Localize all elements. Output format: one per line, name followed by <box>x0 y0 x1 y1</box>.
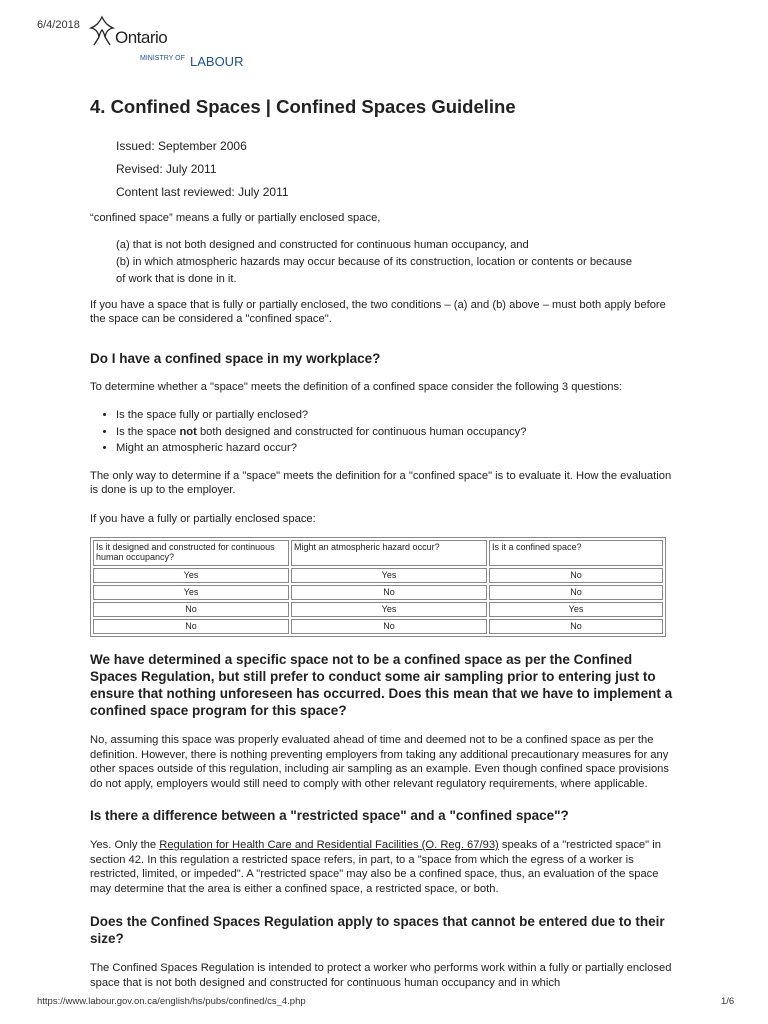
page-title: 4. Confined Spaces | Confined Spaces Guideline <box>90 96 516 117</box>
table-cell: No <box>489 619 663 634</box>
conditions-paragraph: If you have a space that is fully or partially enclosed, the two conditions – (a) and (b) above – must both apply before the space can be considered a "confined space". <box>90 298 666 325</box>
definition-item-b: (b) in which atmospheric hazards may occur because of its construction, location or contents or because <box>116 255 633 268</box>
reviewed-date: Content last reviewed: July 2011 <box>116 185 289 199</box>
table-cell: No <box>291 585 487 600</box>
table-cell: Yes <box>291 602 487 617</box>
question-emphasis: not <box>179 425 197 438</box>
trillium-icon <box>88 15 116 47</box>
question-item <box>116 407 680 424</box>
table-cell: Yes <box>93 568 289 583</box>
print-date: 6/4/2018 <box>37 19 80 31</box>
table-row <box>93 602 663 617</box>
questions-list <box>90 407 680 457</box>
table-header-cell: Might an atmospheric hazard occur? <box>291 540 487 566</box>
evaluate-paragraph: The only way to determine if a "space" meets the definition for a "confined space" is to evaluate it. How the evaluation is done is up to the employer. <box>90 469 672 496</box>
question-text: both designed and constructed for continuous human occupancy? <box>196 425 527 438</box>
definition-list <box>116 237 680 288</box>
enclosed-space-intro: If you have a fully or partially enclosed space: <box>90 512 316 525</box>
question-text: Might an atmospheric hazard occur? <box>116 442 297 454</box>
entry-size-answer: The Confined Spaces Regulation is intended to protect a worker who performs work within a fully or partially enclosed space that is not both designed and constructed for continuous human occupancy and in which <box>90 962 672 989</box>
main-content <box>90 96 680 990</box>
table-row <box>93 568 663 583</box>
page-number: 1/6 <box>721 996 735 1007</box>
table-cell: Yes <box>489 602 663 617</box>
table-cell: No <box>291 619 487 634</box>
questions-intro: To determine whether a "space" meets the definition of a confined space consider the following 3 questions: <box>90 380 623 393</box>
definition-intro: “confined space” means a fully or partially enclosed space, <box>90 212 381 224</box>
question-text: Is the space <box>116 425 180 438</box>
section-heading-restricted-space: Is there a difference between a "restricted space" and a "confined space"? <box>90 808 569 823</box>
issued-date: Issued: September 2006 <box>116 139 247 153</box>
section-heading-entry-size: Does the Confined Spaces Regulation apply to spaces that cannot be entered due to their size? <box>90 914 665 946</box>
table-row <box>93 585 663 600</box>
table-header-cell: Is it a confined space? <box>489 540 663 566</box>
question-item <box>116 424 680 441</box>
table-row <box>93 619 663 634</box>
ontario-logo <box>88 15 258 75</box>
logo-wordmark: Ontario <box>115 28 168 47</box>
table-cell: Yes <box>291 568 487 583</box>
table-header-cell: Is it designed and constructed for continuous human occupancy? <box>93 540 289 566</box>
restricted-space-answer <box>90 838 680 896</box>
answer-text: Yes. Only the <box>90 839 160 851</box>
table-cell: No <box>93 619 289 634</box>
table-cell: Yes <box>93 585 289 600</box>
footer-url: https://www.labour.gov.on.ca/english/hs/pubs/confined/cs_4.php <box>37 996 306 1007</box>
table-header-row <box>93 540 663 566</box>
section-heading-workplace: Do I have a confined space in my workplace? <box>90 350 381 366</box>
ministry-of-label: MINISTRY OF <box>140 55 185 62</box>
ministry-name: LABOUR <box>190 54 244 69</box>
definition-item-a: (a) that is not both designed and constructed for continuous human occupancy, and <box>116 238 529 251</box>
question-text: Is the space fully or partially enclosed? <box>116 409 309 421</box>
answer-text: speaks of a "restricted space" in section 42. In this regulation a restricted space refers, in part, to a "space from which the egress of a worker is restricted, limited, or impeded". A "restricted space" may also be a confined space, thus, an evaluation of the space may determine that the area is either a confined space, a restricted space, or both. <box>90 839 661 895</box>
definition-item-b-continued: of work that is done in it. <box>116 272 237 285</box>
confined-space-table <box>90 537 666 637</box>
table-cell: No <box>93 602 289 617</box>
question-item <box>116 440 680 457</box>
revised-date: Revised: July 2011 <box>116 162 217 176</box>
section-heading-air-sampling: We have determined a specific space not to be a confined space as per the Confined Spaces Regulation, but still prefer to conduct some air sampling prior to entering just to ensure that nothing unforeseen has occurred. Does this mean that we have to implement a confined space program for this space? <box>90 652 673 718</box>
regulation-link[interactable]: Regulation for Health Care and Residential Facilities (O. Reg. 67/93) <box>159 839 499 851</box>
air-sampling-answer: No, assuming this space was properly evaluated ahead of time and deemed not to be a confined space as per the definition. However, there is nothing preventing employers from taking any additional precautionary measures for any other spaces outside of this regulation, including air sampling as an example. Even though confined space provisions do not apply, employers would still need to comply with other relevant regulatory requirements, where applicable. <box>90 734 669 790</box>
document-meta <box>90 139 680 199</box>
table-cell: No <box>489 568 663 583</box>
table-cell: No <box>489 585 663 600</box>
